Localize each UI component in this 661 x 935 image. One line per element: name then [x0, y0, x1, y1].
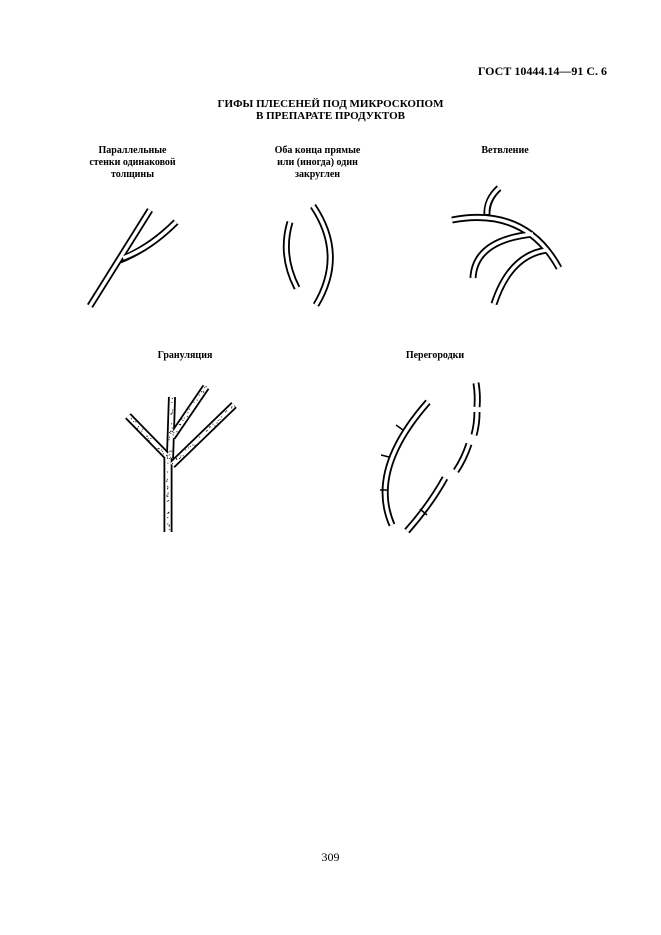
caption-septa-line-1: Перегородки [405, 350, 465, 361]
figure-granulation [128, 386, 235, 532]
caption-parallel-line-2: стенки одинаковой [89, 157, 176, 168]
figure-parallel-walls [90, 210, 176, 306]
page-number: 309 [321, 850, 340, 864]
caption-ends-line-2: или (иногда) один [277, 157, 358, 168]
title-line-1: ГИФЫ ПЛЕСЕНЕЙ ПОД МИКРОСКОПОМ [217, 98, 444, 110]
caption-branching-line-1: Ветвление [481, 145, 529, 156]
caption-ends-line-3: закруглен [294, 169, 341, 180]
document-header: ГОСТ 10444.14—91 С. 6 [477, 64, 607, 78]
caption-parallel-line-1: Параллельные [98, 145, 167, 156]
caption-granulation-line-1: Грануляция [157, 350, 213, 361]
caption-parallel-line-3: толщины [110, 169, 155, 180]
caption-ends-line-1: Оба конца прямые [274, 145, 361, 156]
title-line-2: В ПРЕПАРАТЕ ПРОДУКТОВ [256, 110, 405, 122]
figure-branching [452, 188, 559, 304]
figure-ends [286, 206, 330, 305]
figure-septa [380, 383, 477, 531]
